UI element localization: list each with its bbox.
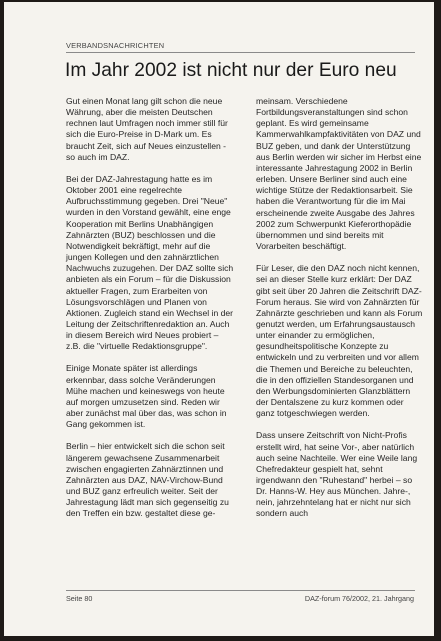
section-label: VERBANDSNACHRICHTEN — [66, 41, 165, 50]
page-number: Seite 80 — [66, 594, 93, 603]
article-title: Im Jahr 2002 ist nicht nur der Euro neu — [65, 60, 397, 81]
paragraph: Dass unsere Zeitschrift von Nicht-Profis erstellt wird, hat seine Vor-, aber natürlich auch seine Nachteile. Wer eine Weile lang Chefredakteur gespielt hat, sehnt irgendwann den "Ruhestand" herbei – so Dr. Hanns-W. Hey aus München. Jahre-, nein, jahrzehntelang hat er nicht nur sich sondern auch — [256, 430, 418, 519]
journal-info: DAZ-forum 76/2002, 21. Jahrgang — [304, 594, 414, 603]
paragraph: meinsam. Verschiedene Fortbildungsveranstaltungen sind schon geplant. Es wird gemeinsame Kammerwahlkampfaktivitäten von DAZ und BUZ geben, und dank der Unterstützung aus Berlin werden wir sicher im Herbst eine interessante Jahrestagung 2002 in Berlin erleben. Unsere Berliner sind auch eine wichtige Stütze der Redaktionsarbeit. Sie haben die Verantwortung für die im Mai erscheinende zweite Ausgabe des Jahres 2002 zum Schwerpunkt Kieferorthopädie übernommen und sind bereits mit Vorarbeiten beschäftigt. — [256, 96, 422, 252]
footer-rule — [66, 590, 415, 591]
page — [4, 2, 434, 636]
paragraph: Bei der DAZ-Jahrestagung hatte es im Oktober 2001 eine regelrechte Aufbruchsstimmung gegeben. Drei "Neue" wurden in den Vorstand gewählt, eine enge Kooperation mit Berlins Unabhängigen Zahnärzten (BUZ) beschlossen und die Notwendigkeit bekräftigt, mehr auf die jungen Kollegen und den zahnärztlichen Nachwuchs zuzugehen. Der DAZ sollte sich anbieten als ein Forum – für die Diskussion aktueller Fragen, zum Erarbeiten von Lösungsvorschlägen und Planen von Aktionen. Zugleich stand ein Wechsel in der Leitung der Zeitschriftenredaktion an. Auch in diesem Bereich wird Neues probiert – z.B. die "virtuelle Redaktionsgruppe". — [66, 173, 234, 352]
paragraph: Gut einen Monat lang gilt schon die neue Währung, aber die meisten Deutschen rechnen laut Umfragen noch immer still für sich die Euro-Preise in D-Mark um. Es braucht Zeit, sich auf Neues einzustellen - so auch im DAZ. — [66, 96, 228, 162]
paragraph: Berlin – hier entwickelt sich die schon seit längerem gewachsene Zusammenarbeit zwischen engagierten Zahnärztinnen und Zahnärzten aus DAZ, NAV-Virchow-Bund und BUZ ganz erfreulich weiter. Seit der Jahrestagung lädt man sich gegenseitig zu den Treffen ein bzw. gestaltet diese ge- — [66, 441, 229, 519]
left-column — [66, 96, 234, 530]
header-rule — [66, 52, 415, 53]
paragraph: Für Leser, die den DAZ noch nicht kennen, sei an dieser Stelle kurz erklärt: Der DAZ gibt seit über 20 Jahren die Zeitschrift DAZ-Forum heraus. Sie wird von Zahnärzten für Zahnärzte geschrieben und kann als Forum genutzt werden, um Erfahrungsaustausch unter einander zu ermöglichen, gesundheitspolitische Konzepte zu entwickeln und zu verbreiten und vor allem die Themen und Bereiche zu beleuchten, die in den offiziellen Standesorganen und den Werbungsdominierten Glanzblättern der Dentalszene zu kurz kommen oder ganz totgeschwiegen werden. — [256, 263, 423, 419]
right-column — [256, 96, 424, 531]
paragraph: Einige Monate später ist allerdings erkennbar, dass solche Veränderungen Mühe machen und keineswegs von heute auf morgen umzusetzen sind. Reden wir aber zunächst mal über das, was schon in Gang gekommen ist. — [66, 363, 227, 430]
